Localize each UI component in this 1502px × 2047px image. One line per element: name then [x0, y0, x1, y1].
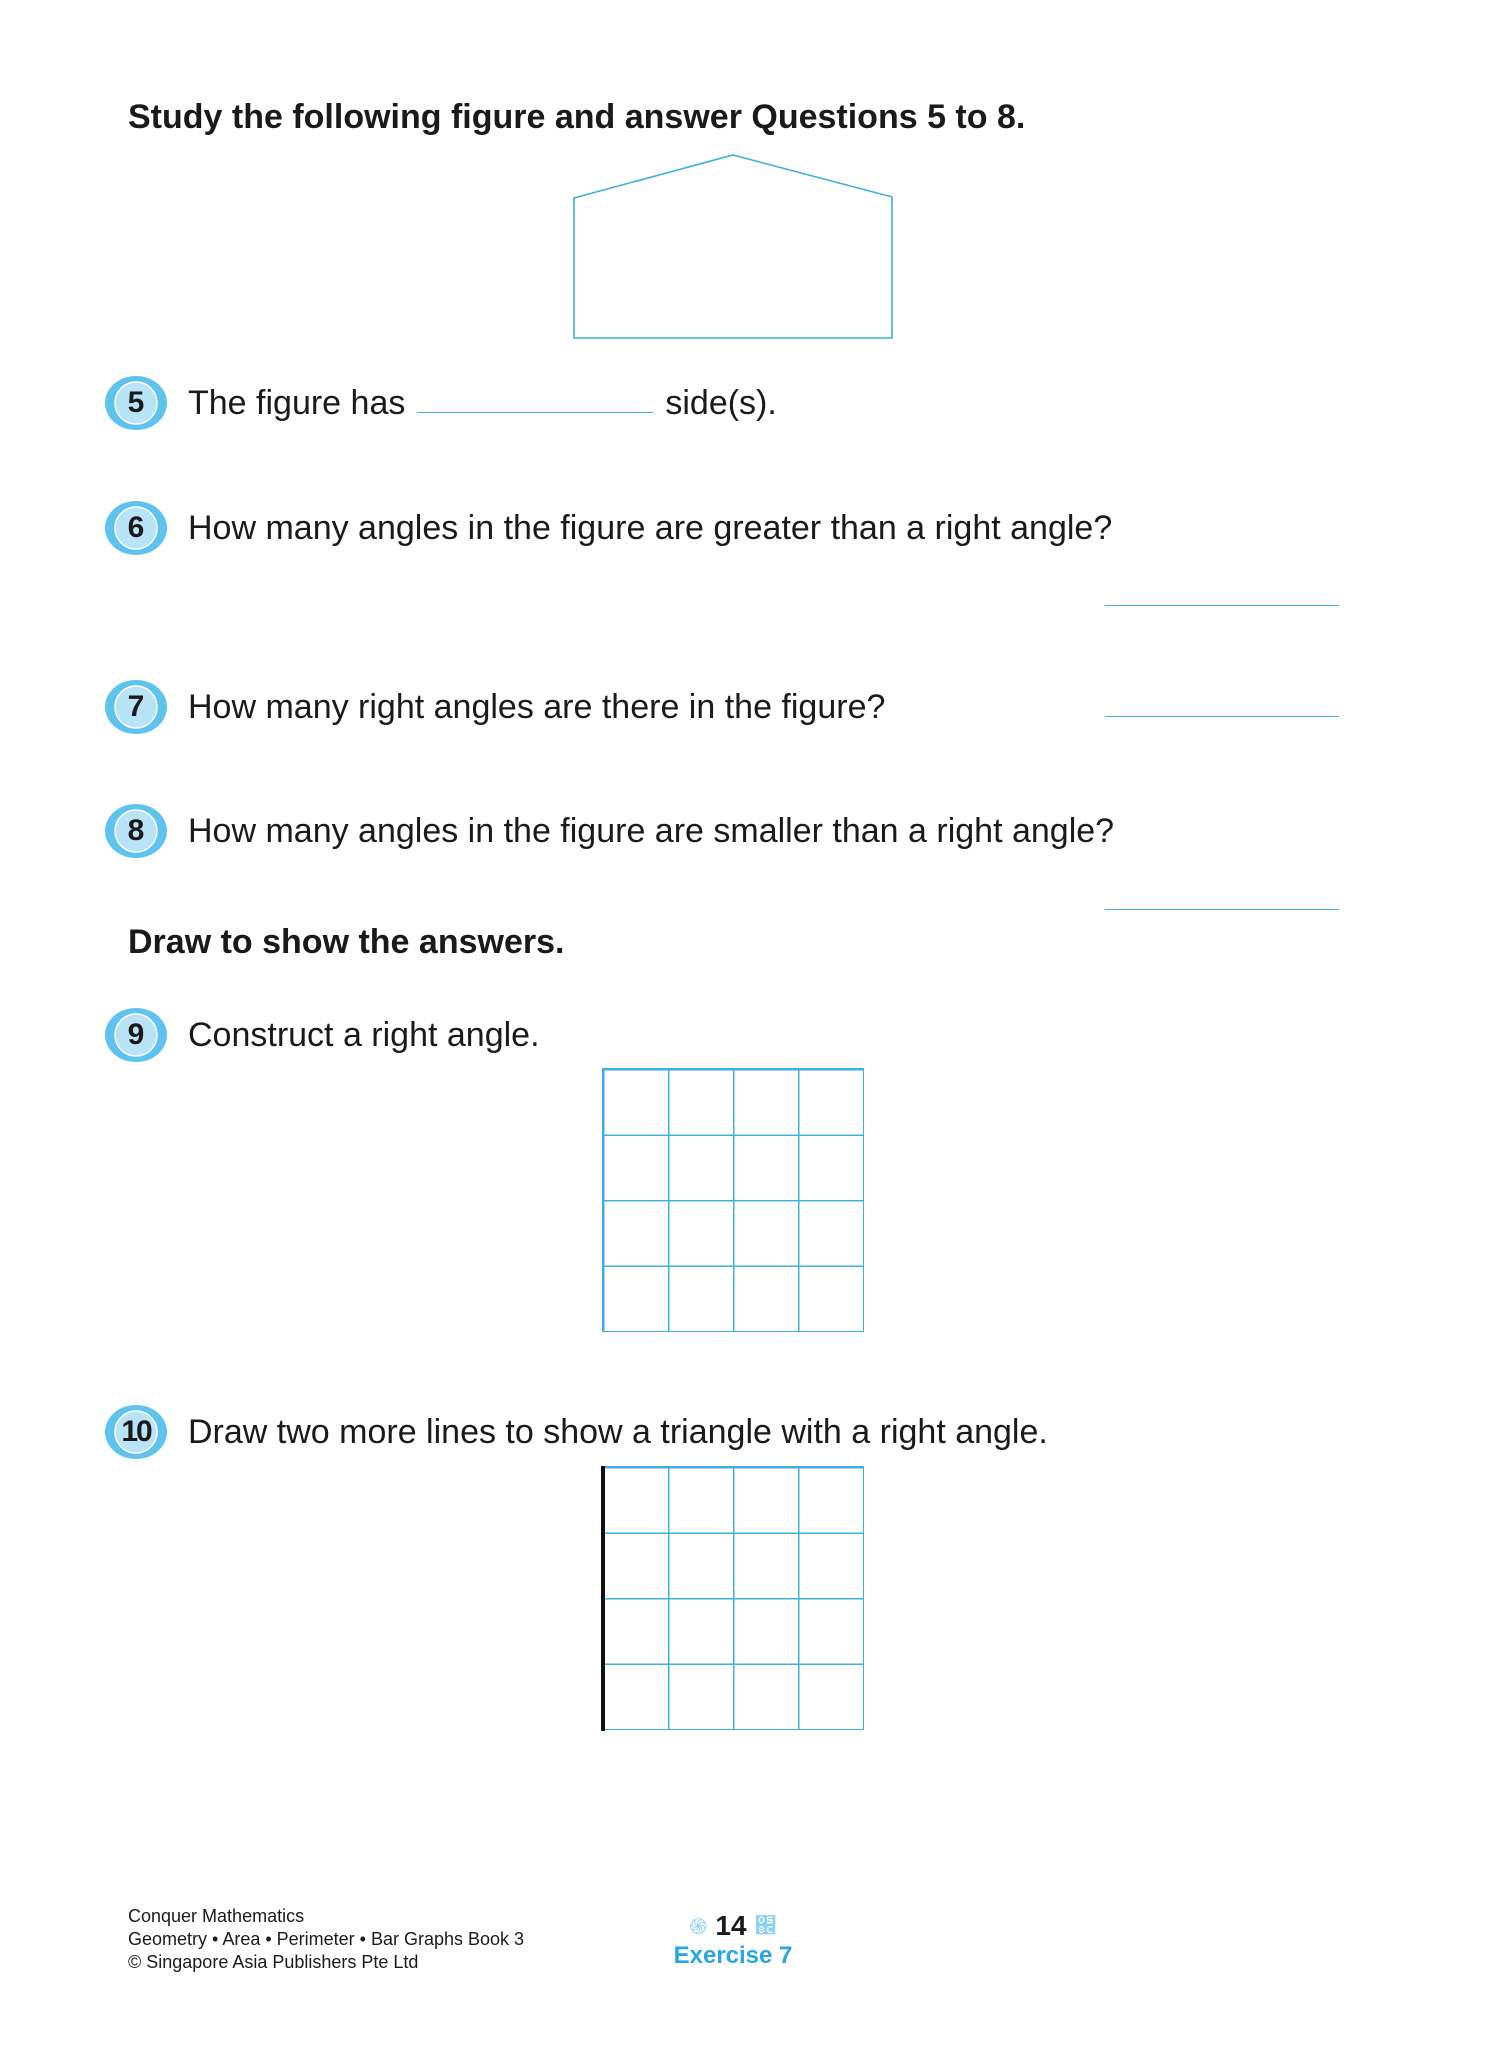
section-heading-draw: Draw to show the answers.	[128, 923, 565, 961]
question-6	[104, 498, 1112, 558]
answer-blank-6[interactable]	[1105, 605, 1339, 606]
question-text-after: side(s).	[665, 383, 777, 422]
answer-blank-5[interactable]	[417, 412, 653, 413]
question-10	[104, 1402, 1048, 1462]
question-text: Construct a right angle.	[188, 1015, 540, 1054]
page-info	[660, 1910, 806, 1970]
question-9	[104, 1005, 540, 1065]
decorative-swirl-icon: ֌	[754, 1913, 777, 1938]
question-number-badge: 6	[104, 499, 168, 557]
question-number-badge: 8	[104, 802, 168, 860]
question-7	[104, 677, 885, 737]
question-number-badge: 10	[104, 1403, 168, 1461]
question-number-badge: 5	[104, 374, 168, 432]
footer-series: Conquer Mathematics	[128, 1906, 305, 1926]
given-line	[601, 1466, 605, 1731]
decorative-swirl-icon: ֍	[689, 1913, 708, 1939]
question-text: How many angles in the figure are greater than a right angle?	[188, 508, 1113, 547]
exercise-label: Exercise 7	[673, 1942, 793, 1969]
question-text: Draw two more lines to show a triangle with a right angle.	[188, 1412, 1048, 1451]
question-text: How many angles in the figure are smaller than a right angle?	[188, 811, 1115, 850]
pentagon-figure	[570, 150, 900, 342]
question-text: How many right angles are there in the figure?	[188, 687, 886, 726]
footer-copyright: © Singapore Asia Publishers Pte Ltd	[128, 1952, 419, 1972]
footer-book-title: Geometry • Area • Perimeter • Bar Graphs Book 3	[128, 1929, 525, 1949]
answer-blank-7[interactable]	[1105, 716, 1339, 717]
footer-credits	[128, 1905, 524, 1974]
drawing-grid-10[interactable]	[602, 1466, 864, 1730]
page-number: 14	[715, 1910, 747, 1941]
question-text: The figure has	[188, 383, 406, 422]
section-heading-study: Study the following figure and answer Questions 5 to 8.	[128, 98, 1026, 136]
question-number-badge: 9	[104, 1006, 168, 1064]
question-8	[104, 801, 1114, 861]
answer-blank-8[interactable]	[1105, 909, 1339, 910]
question-5	[104, 373, 777, 433]
drawing-grid-9[interactable]	[602, 1068, 864, 1332]
question-number-badge: 7	[104, 678, 168, 736]
